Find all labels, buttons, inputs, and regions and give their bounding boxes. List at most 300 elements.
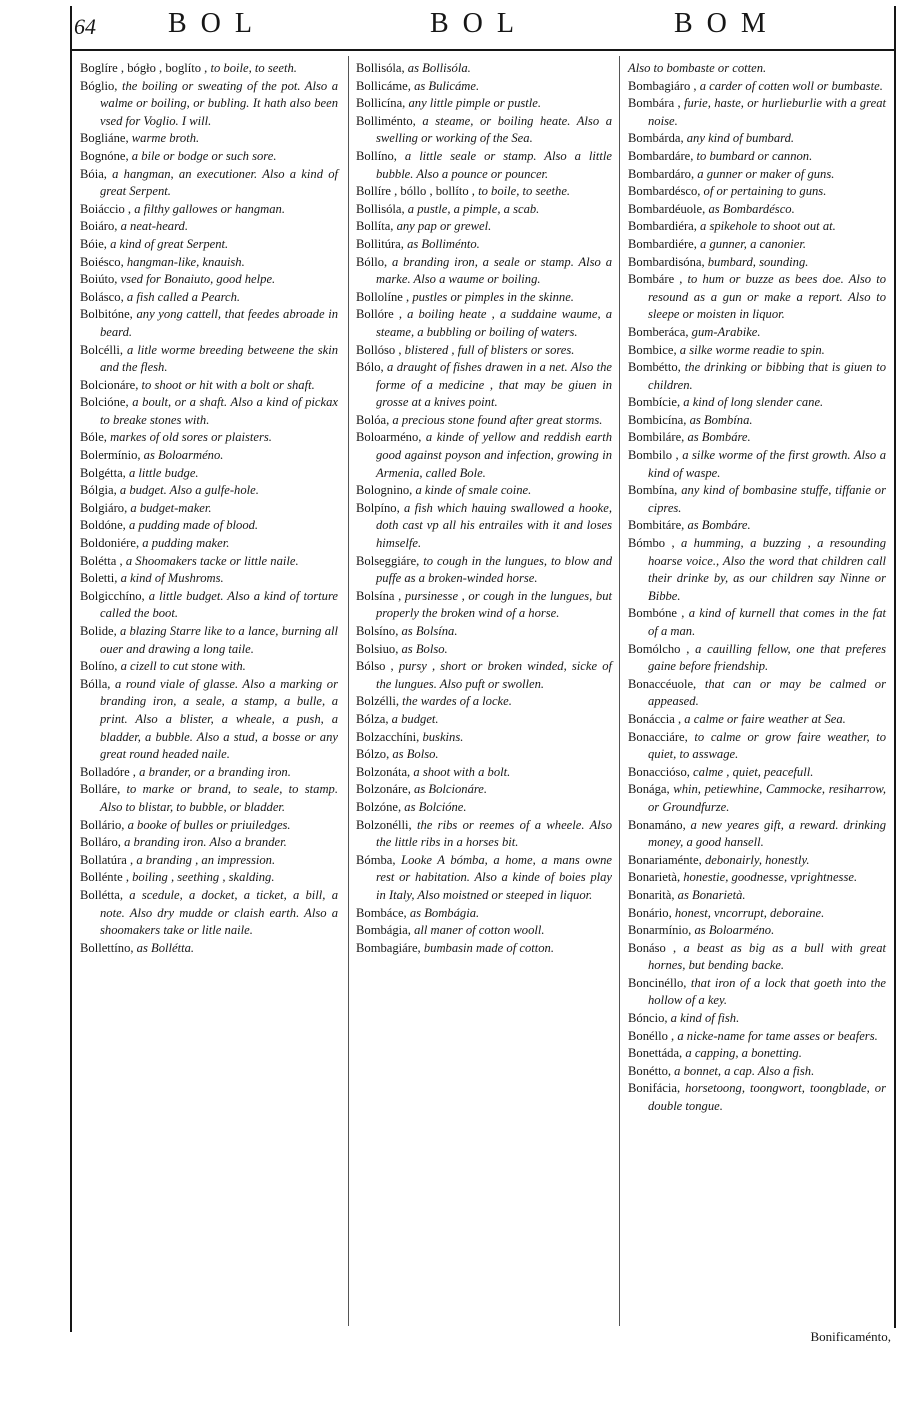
entry-headword: Bonáccia , — [628, 711, 682, 726]
dictionary-entry — [80, 517, 338, 535]
entry-headword: Bolsína , — [356, 588, 402, 603]
left-border-rule — [70, 6, 72, 1332]
entry-definition: hangman-like, knauish. — [123, 254, 245, 269]
entry-headword: Bonarietà, — [628, 870, 681, 885]
dictionary-entry — [80, 394, 338, 429]
entry-definition: a budget-maker. — [127, 500, 212, 515]
dictionary-entry — [356, 693, 612, 711]
entry-definition: to shoot or hit with a bolt or shaft. — [138, 377, 315, 392]
entry-headword: Bonaccéuole, — [628, 676, 697, 691]
entry-headword: Bomberáca, — [628, 324, 689, 339]
entry-definition: calme , quiet, peacefull. — [689, 764, 814, 779]
dictionary-entry — [80, 289, 338, 307]
entry-headword: Bonário, — [628, 905, 672, 920]
entry-definition: furie, haste, or hurlieburlie with a great noise. — [648, 96, 886, 128]
dictionary-entry — [80, 148, 338, 166]
dictionary-entry — [628, 482, 886, 517]
entry-headword: Bolzonélli, — [356, 817, 412, 832]
entry-definition: a brander, or a branding iron. — [135, 764, 291, 779]
dictionary-entry — [356, 781, 612, 799]
dictionary-entry — [356, 711, 612, 729]
header-rule — [72, 49, 896, 51]
entry-definition: a branding iron, a seale or stamp. Also a marke. Also a waume or boiling. — [376, 254, 612, 287]
entry-definition: as Bollisóla. — [404, 61, 471, 75]
dictionary-entry — [628, 1028, 886, 1046]
entry-headword: Bonéllo , — [628, 1028, 675, 1043]
entry-definition: the ribs or reemes of a wheele. Also the little ribs in a horses bit. — [376, 817, 612, 850]
dictionary-entry — [628, 148, 886, 166]
entry-definition: to calme or grow faire weather, to quiet, to asswage. — [648, 729, 886, 762]
dictionary-entry — [356, 729, 612, 747]
entry-definition: the boiling or sweating of the pot. Also a walme or boiling, or bubling. It hath also been vsed for Voglio. I will. — [100, 78, 338, 128]
dictionary-entry — [80, 429, 338, 447]
entry-definition: buskins. — [419, 729, 464, 744]
entry-headword: Bolognino, — [356, 483, 413, 498]
running-head-center: BOL — [430, 8, 528, 39]
page-number: 64 — [74, 14, 96, 39]
dictionary-entry — [356, 500, 612, 553]
dictionary-entry — [80, 834, 338, 852]
entry-definition: horsetoong, toongwort, toongblade, or double tongue. — [648, 1081, 886, 1114]
dictionary-entry — [628, 166, 886, 184]
entry-definition: warme broth. — [128, 131, 200, 146]
entry-headword: Bonarità, — [628, 887, 675, 902]
entry-headword: Boiésco, — [80, 254, 124, 269]
dictionary-entry — [356, 482, 612, 500]
entry-definition: Looke A bómba, a home, a mans owne rest or habitation. Also a kinde of boies play in Italy, Also moistned or steeped in liquor. — [376, 852, 612, 902]
entry-headword: Bolgiáro, — [80, 500, 128, 515]
entry-headword: Bolladóre , — [80, 764, 136, 779]
dictionary-entry — [628, 447, 886, 482]
dictionary-entry — [628, 1010, 886, 1028]
dictionary-entry — [628, 342, 886, 360]
dictionary-entry — [356, 289, 612, 307]
entry-headword: Bogliáne, — [80, 131, 129, 146]
entry-definition: as Bolcionáre. — [410, 782, 488, 797]
dictionary-entry — [356, 359, 612, 412]
entry-headword: Bombiláre, — [628, 430, 685, 445]
entry-headword: Bollário, — [80, 817, 125, 832]
entry-headword: Bolcélli, — [80, 342, 124, 357]
dictionary-entry — [80, 869, 338, 887]
dictionary-entry — [628, 517, 886, 535]
entry-headword: Bolzonáta, — [356, 764, 411, 779]
entry-headword: Bolcióne, — [80, 395, 129, 410]
running-head-right: BOM — [674, 8, 780, 39]
entry-headword: Bollíno, — [356, 148, 397, 163]
dictionary-entry — [356, 342, 612, 360]
entry-definition: as Boloarméno. — [691, 923, 775, 938]
entry-definition: Also to bombaste or cotten. — [628, 61, 767, 75]
entry-definition: a little budge. — [125, 465, 199, 480]
entry-headword: Bolide, — [80, 624, 117, 638]
entry-headword: Bombóne , — [628, 606, 685, 621]
dictionary-entry — [628, 183, 886, 201]
entry-definition: a cauilling fellow, one that preferes gaine before friendship. — [648, 641, 886, 674]
dictionary-entry — [80, 218, 338, 236]
entry-headword: Bolbitóne, — [80, 307, 133, 322]
dictionary-entry — [80, 342, 338, 377]
entry-definition: a blazing Starre like to a lance, burning all ouer and drawing a long taile. — [100, 624, 338, 656]
entry-headword: Bombétto, — [628, 360, 681, 375]
entry-definition: as Bolliménto. — [403, 236, 480, 251]
dictionary-entry — [80, 465, 338, 483]
entry-definition: a budget. Also a gulfe-hole. — [116, 483, 259, 498]
entry-definition: a kind of fish. — [667, 1011, 740, 1026]
dictionary-entry — [628, 324, 886, 342]
entry-headword: Boloarméno, — [356, 430, 422, 445]
entry-headword: Bombardiéra, — [628, 219, 697, 234]
entry-headword: Bollétta, — [80, 887, 124, 902]
entry-headword: Bóle, — [80, 430, 107, 445]
dictionary-entry — [356, 95, 612, 113]
dictionary-entry — [628, 887, 886, 905]
entry-definition: as Bombágia. — [406, 905, 480, 920]
entry-headword: Bombardisóna, — [628, 254, 705, 269]
entry-definition: a new yeares gift, a reward. drinking money, a good hansell. — [648, 817, 886, 850]
entry-definition: a gunner or maker of guns. — [694, 166, 835, 181]
column-divider-2 — [619, 56, 620, 1326]
entry-headword: Bombardéuole, — [628, 201, 706, 216]
entry-definition: a branding , an impression. — [133, 852, 276, 867]
entry-definition: a silke worme readie to spin. — [676, 342, 825, 357]
dictionary-entry — [628, 641, 886, 676]
entry-definition: any kind of bumbard. — [683, 131, 795, 146]
entry-definition: pursy , short or broken winded, sicke of the lungues. Also puft or swollen. — [376, 659, 612, 691]
dictionary-entry — [356, 553, 612, 588]
entry-headword: Bombardáro, — [628, 166, 695, 181]
dictionary-entry — [356, 60, 612, 78]
dictionary-entry — [356, 412, 612, 430]
entry-headword: Bombagiáro , — [628, 78, 697, 93]
entry-headword: Bomólcho , — [628, 641, 690, 656]
entry-definition: a draught of fishes drawen in a net. Also the forme of a medicine , that may be giuen in grosse at a knives point. — [376, 360, 612, 410]
dictionary-entry — [356, 852, 612, 905]
dictionary-entry — [80, 130, 338, 148]
dictionary-entry — [80, 482, 338, 500]
entry-headword: Bolásco, — [80, 289, 124, 304]
entry-definition: to hum or buzze as bees doe. Also to resound as a gun or make a report. Also to sleepe or moisten in liquor. — [648, 272, 886, 322]
entry-headword: Bolgétta, — [80, 465, 126, 480]
entry-definition: to boile, to seethe. — [474, 184, 571, 199]
entry-headword: Bómba, — [356, 852, 396, 867]
dictionary-entry — [628, 605, 886, 640]
entry-headword: Bóllo, — [356, 254, 388, 269]
entry-headword: Bombagiáre, — [356, 940, 421, 955]
entry-headword: Bollatúra , — [80, 852, 134, 867]
entry-definition: a precious stone found after great storms. — [389, 412, 603, 427]
entry-headword: Bombardiére, — [628, 236, 697, 251]
entry-definition: debonairly, honestly. — [701, 852, 810, 867]
dictionary-entry — [356, 254, 612, 289]
entry-definition: a gunner, a canonier. — [696, 236, 807, 251]
entry-definition: a pudding made of blood. — [125, 518, 259, 533]
dictionary-entry — [628, 1063, 886, 1081]
entry-headword: Bombáce, — [356, 905, 407, 920]
entry-definition: a kind of kurnell that comes in the fat of a man. — [648, 606, 886, 638]
entry-definition: a little budget. Also a kind of torture called the boot. — [100, 588, 338, 621]
entry-headword: Bolseggiáre, — [356, 553, 420, 568]
running-head-left: BOL — [168, 8, 266, 39]
entry-definition: a kind of long slender cane. — [680, 395, 824, 410]
entry-headword: Bolcionáre, — [80, 377, 139, 392]
entry-headword: Bolgicchíno, — [80, 588, 145, 603]
entry-headword: Bollíta, — [356, 219, 394, 234]
dictionary-entry — [80, 201, 338, 219]
entry-definition: blistered , full of blisters or sores. — [401, 342, 575, 357]
entry-headword: Bollóre , — [356, 307, 403, 322]
dictionary-column-1 — [80, 60, 338, 957]
entry-definition: a nicke-name for tame asses or beafers. — [674, 1028, 878, 1043]
entry-headword: Bóie, — [80, 236, 107, 251]
dictionary-entry — [628, 975, 886, 1010]
entry-definition: vsed for Bonaiuto, good helpe. — [117, 272, 276, 287]
entry-definition: a spikehole to shoot out at. — [696, 219, 836, 234]
entry-definition: a fish called a Pearch. — [123, 289, 241, 304]
dictionary-entry — [80, 588, 338, 623]
dictionary-entry — [356, 905, 612, 923]
dictionary-entry — [628, 940, 886, 975]
dictionary-entry — [628, 817, 886, 852]
dictionary-entry — [628, 78, 886, 96]
dictionary-entry — [628, 429, 886, 447]
entry-definition: a kinde of smale coine. — [412, 483, 532, 498]
dictionary-entry — [628, 922, 886, 940]
entry-headword: Boiúto, — [80, 272, 118, 287]
entry-definition: as Bombardésco. — [705, 201, 795, 216]
entry-definition: a beast as big as a bull with great hornes, but bending backe. — [648, 940, 887, 973]
entry-headword: Bonifácia, — [628, 1081, 681, 1096]
dictionary-entry — [80, 852, 338, 870]
entry-headword: Bóncio, — [628, 1011, 668, 1026]
dictionary-entry — [80, 676, 338, 764]
entry-definition: gum-Arabike. — [688, 324, 761, 339]
dictionary-entry — [628, 764, 886, 782]
dictionary-entry — [628, 254, 886, 272]
dictionary-entry — [80, 254, 338, 272]
entry-definition: a little seale or stamp. Also a little bubble. Also a pounce or pouncer. — [376, 148, 612, 181]
entry-headword: Bollisóla, — [356, 61, 405, 75]
entry-headword: Bóglio, — [80, 78, 118, 93]
entry-definition: pustles or pimples in the skinne. — [409, 289, 574, 304]
entry-headword: Bollettíno, — [80, 940, 134, 955]
dictionary-entry — [628, 236, 886, 254]
dictionary-entry — [628, 781, 886, 816]
entry-headword: Bombitáre, — [628, 518, 685, 533]
dictionary-column-2 — [356, 60, 612, 957]
dictionary-entry — [356, 148, 612, 183]
dictionary-entry — [628, 711, 886, 729]
entry-definition: a scedule, a docket, a ticket, a bill, a note. Also dry mudde or claish earth. Also a shoomakers take or litle naile. — [100, 887, 338, 938]
dictionary-entry — [628, 201, 886, 219]
entry-headword: Bollolíne , — [356, 289, 410, 304]
dictionary-column-3 — [628, 60, 886, 1116]
entry-definition: a kind of Mushroms. — [117, 571, 224, 586]
entry-headword: Bolsíno, — [356, 624, 399, 638]
dictionary-entry — [356, 201, 612, 219]
entry-headword: Bollisóla, — [356, 201, 405, 216]
column-divider-1 — [348, 56, 349, 1326]
entry-definition: a calme or faire weather at Sea. — [681, 711, 846, 726]
entry-definition: a filthy gallowes or hangman. — [131, 201, 285, 216]
entry-headword: Boncinéllo, — [628, 975, 687, 990]
right-border-rule — [894, 6, 896, 1328]
entry-headword: Bonarmínio, — [628, 923, 692, 938]
entry-definition: bumbasin made of cotton. — [420, 940, 554, 955]
entry-headword: Bolláre, — [80, 782, 121, 797]
entry-definition: a bonnet, a cap. Also a fish. — [671, 1063, 815, 1078]
entry-definition: as Bollétta. — [133, 940, 195, 955]
entry-definition: markes of old sores or plaisters. — [106, 430, 272, 445]
entry-headword: Bollíre , bóllo , bollíto , — [356, 184, 475, 199]
dictionary-entry — [628, 359, 886, 394]
dictionary-entry — [80, 553, 338, 571]
dictionary-entry — [356, 588, 612, 623]
dictionary-entry — [356, 746, 612, 764]
entry-definition: a carder of cotten woll or bumbaste. — [696, 78, 883, 93]
entry-headword: Bombáre , — [628, 272, 683, 287]
entry-headword: Bolzacchíni, — [356, 729, 420, 744]
entry-headword: Bombice, — [628, 342, 677, 357]
entry-definition: to boile, to seeth. — [207, 61, 297, 75]
entry-definition: a cizell to cut stone with. — [117, 659, 246, 674]
entry-headword: Boiáccio , — [80, 201, 132, 216]
entry-headword: Bombárda, — [628, 131, 684, 146]
entry-headword: Bonariaménte, — [628, 852, 702, 867]
entry-definition: as Bombáre. — [684, 430, 751, 445]
entry-headword: Boiáro, — [80, 219, 118, 234]
dictionary-entry — [356, 78, 612, 96]
dictionary-entry — [356, 623, 612, 641]
entry-definition: a round viale of glasse. Also a marking or branding iron, a seale, a stamp, a bulle, a print. Also a blister, a wheale, a push, a bladder, a bubble. Also a stud, a bosse or any great round headed naile. — [100, 676, 338, 762]
dictionary-entry — [80, 166, 338, 201]
entry-headword: Bolermínio, — [80, 448, 141, 463]
dictionary-entry — [628, 535, 886, 605]
entry-headword: Bombágia, — [356, 923, 411, 938]
dictionary-entry — [80, 500, 338, 518]
dictionary-entry — [628, 905, 886, 923]
dictionary-entry — [80, 781, 338, 816]
entry-definition: a fish which hauing swallowed a hooke, doth cast vp all his entrailes with it and loses himselfe. — [376, 500, 612, 551]
dictionary-entry — [80, 817, 338, 835]
dictionary-entry — [628, 412, 886, 430]
dictionary-entry — [628, 1080, 886, 1115]
entry-headword: Boldóne, — [80, 518, 126, 533]
entry-definition: a booke of bulles or priuiledges. — [124, 817, 291, 832]
entry-headword: Bólso , — [356, 659, 394, 674]
entry-definition: as Bolso. — [389, 747, 439, 762]
entry-headword: Bolétta , — [80, 553, 123, 568]
dictionary-entry — [80, 535, 338, 553]
entry-headword: Bombilo , — [628, 448, 679, 463]
dictionary-entry — [80, 377, 338, 395]
entry-definition: a silke worme of the first growth. Also a kind of waspe. — [648, 448, 886, 480]
catchword: Bonificaménto, — [810, 1329, 891, 1344]
entry-definition: a hangman, an executioner. Also a kind of great Serpent. — [100, 166, 338, 199]
entry-headword: Bólza, — [356, 711, 389, 726]
dictionary-entry — [356, 218, 612, 236]
entry-definition: as Bolcióne. — [401, 799, 467, 814]
entry-definition: a shoot with a bolt. — [410, 764, 511, 779]
dictionary-entry — [628, 218, 886, 236]
entry-headword: Bolzóne, — [356, 799, 402, 814]
entry-definition: a pudding maker. — [139, 536, 230, 551]
entry-headword: Bonétto, — [628, 1063, 672, 1078]
entry-headword: Bollóso , — [356, 342, 402, 357]
entry-headword: Bollénte , — [80, 870, 129, 885]
entry-definition: a budget. — [388, 711, 439, 726]
entry-definition: a pustle, a pimple, a scab. — [404, 201, 540, 216]
dictionary-entry — [80, 271, 338, 289]
entry-definition: as Bombína. — [686, 412, 753, 427]
dictionary-entry — [80, 658, 338, 676]
entry-headword: Bolláro, — [80, 835, 121, 850]
entry-definition: a kinde of yellow and reddish earth good against poyson and infection, growing in Armenia, called Bole. — [376, 430, 612, 480]
entry-headword: Bolpíno, — [356, 500, 400, 515]
dictionary-entry — [356, 113, 612, 148]
entry-headword: Bombína, — [628, 483, 678, 498]
entry-headword: Bonacciáre, — [628, 729, 688, 744]
entry-definition: a boiling heate , a suddaine waume, a steame, a bubbling or boiling of waters. — [376, 307, 612, 339]
dictionary-entry — [628, 729, 886, 764]
dictionary-entry — [356, 306, 612, 341]
dictionary-entry — [356, 922, 612, 940]
entry-definition: any little pimple or pustle. — [405, 96, 542, 111]
entry-definition: all maner of cotton wooll. — [410, 923, 545, 938]
entry-headword: Bolliménto, — [356, 113, 416, 128]
entry-definition: the drinking or bibbing that is giuen to children. — [648, 360, 886, 392]
entry-definition: boiling , seething , skalding. — [128, 870, 275, 885]
entry-definition: any kind of bombasine stuffe, tiffanie or cipres. — [648, 483, 886, 515]
entry-definition: to cough in the lungues, to blow and puffe as a broken-winded horse. — [376, 553, 612, 586]
entry-definition: as Bombáre. — [684, 518, 751, 533]
entry-definition: honestie, goodnesse, vprightnesse. — [680, 870, 858, 885]
entry-headword: Bombície, — [628, 395, 681, 410]
entry-headword: Bómbo , — [628, 536, 675, 551]
entry-headword: Bólgia, — [80, 483, 117, 498]
dictionary-entry — [356, 799, 612, 817]
dictionary-entry — [80, 78, 338, 131]
entry-definition: whin, petiewhine, Cammocke, resiharrow, or Groundfurze. — [648, 782, 886, 814]
entry-definition: a neat-heard. — [117, 219, 188, 234]
entry-headword: Bonága, — [628, 782, 670, 797]
dictionary-entry — [80, 623, 338, 658]
dictionary-entry — [80, 764, 338, 782]
entry-definition: as Boloarméno. — [140, 448, 224, 463]
entry-headword: Bombardáre, — [628, 148, 694, 163]
entry-headword: Bollitúra, — [356, 236, 404, 251]
entry-headword: Boldoniére, — [80, 536, 140, 551]
entry-headword: Bólzo, — [356, 747, 390, 762]
entry-headword: Bonáso , — [628, 940, 677, 955]
entry-headword: Bollicína, — [356, 96, 406, 111]
dictionary-entry — [628, 852, 886, 870]
dictionary-entry — [80, 236, 338, 254]
dictionary-entry — [80, 940, 338, 958]
dictionary-entry — [356, 940, 612, 958]
entry-definition: a humming, a buzzing , a resounding hoarse voice., Also the word that children call their drinke by, as our children say Ninne or Bibbe. — [648, 536, 887, 603]
dictionary-entry — [628, 676, 886, 711]
entry-headword: Bombicína, — [628, 412, 687, 427]
entry-headword: Bollicáme, — [356, 78, 411, 93]
dictionary-entry — [80, 306, 338, 341]
entry-headword: Bombára , — [628, 96, 681, 111]
entry-definition: a bile or bodge or such sore. — [128, 148, 277, 163]
entry-definition: any pap or grewel. — [393, 219, 492, 234]
dictionary-entry — [628, 130, 886, 148]
dictionary-entry — [356, 817, 612, 852]
entry-definition: of or pertaining to guns. — [700, 184, 827, 199]
